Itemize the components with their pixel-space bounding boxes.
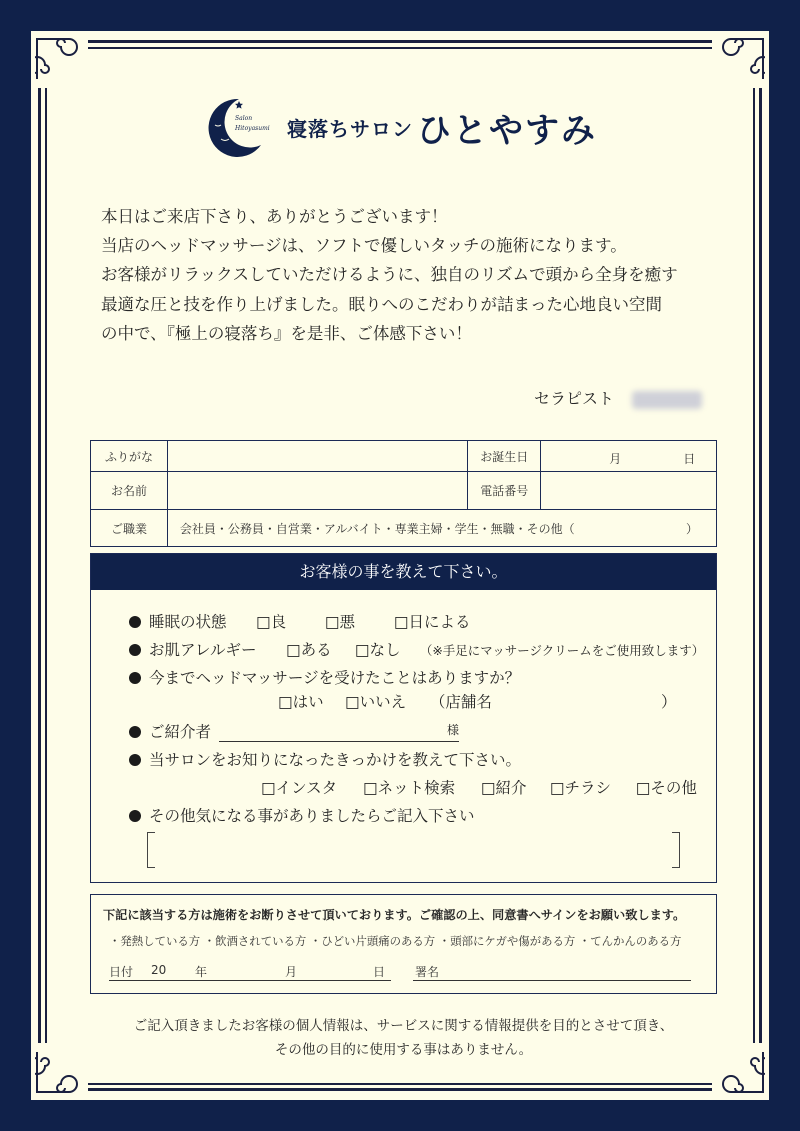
intro-line: の中で、『極上の寝落ち』を是非、ご体感下さい！ <box>101 323 472 343</box>
question-allergy <box>129 638 704 660</box>
bullet-icon <box>129 754 141 766</box>
source-option-other[interactable]: □その他 <box>635 779 697 797</box>
allergy-note: （※手足にマッサージクリームをご使用致します） <box>419 643 705 658</box>
consent-date-field[interactable] <box>109 961 391 981</box>
questionnaire-section <box>90 553 717 883</box>
corner-ornament-icon <box>35 37 79 81</box>
store-name-label: （店舗名 <box>429 693 492 711</box>
border-bottom-line-inner <box>88 1083 712 1085</box>
sleep-label: 睡眠の状態 <box>149 613 227 631</box>
moon-text-hitoyasumi: Hitoyasumi <box>235 125 270 132</box>
border-right-line-outer <box>759 88 762 1043</box>
day-label: 日 <box>373 965 386 979</box>
border-top-line-inner <box>88 47 712 49</box>
phone-field[interactable] <box>541 472 717 510</box>
intro-line: 最適な圧と技を作り上げました。眠りへのこだわりが詰まった心地良い空間 <box>101 294 662 314</box>
intro-message <box>101 202 721 348</box>
experience-option-yes[interactable]: □はい <box>278 693 324 711</box>
therapist-label: セラピスト <box>534 389 615 408</box>
year-prefix: 20 <box>151 963 167 977</box>
question-experience <box>129 666 520 688</box>
referrer-suffix: 様 <box>447 723 460 737</box>
moon-text-salon: Salon <box>235 115 253 122</box>
privacy-notice <box>90 1014 717 1062</box>
occupation-options-text: 会社員・公務員・自営業・アルバイト・専業主婦・学生・無職・その他（ <box>179 521 575 536</box>
referrer-field[interactable] <box>219 724 459 742</box>
question-referrer <box>129 720 459 742</box>
corner-ornament-icon <box>721 37 765 81</box>
therapist-signature <box>534 386 702 409</box>
birthday-field[interactable] <box>541 441 717 472</box>
experience-label: 今までヘッドマッサージを受けたことはありますか？ <box>149 669 521 687</box>
border-right-line-inner <box>753 88 755 1043</box>
phone-label: 電話番号 <box>468 472 541 510</box>
bullet-icon <box>129 672 141 684</box>
occupation-label: ご職業 <box>91 510 168 547</box>
intro-line: お客様がリラックスしていただけるように、独自のリズムで頭から全身を癒す <box>101 265 678 285</box>
birthday-month-label: 月 <box>609 452 622 466</box>
birthday-day-label: 日 <box>683 452 696 466</box>
therapist-name-blurred <box>632 391 702 409</box>
bullet-icon <box>129 726 141 738</box>
name-field[interactable] <box>167 472 467 510</box>
source-option-referral[interactable]: □紹介 <box>480 779 527 797</box>
intro-line: 当店のヘッドマッサージは、ソフトで優しいタッチの施術になります。 <box>101 236 627 256</box>
comment-bracket-right <box>672 832 680 868</box>
occupation-close-paren: ） <box>685 522 698 536</box>
privacy-line-2: その他の目的に使用する事はありません。 <box>274 1042 533 1058</box>
source-option-web-search[interactable]: □ネット検索 <box>362 779 456 797</box>
date-label: 日付 <box>109 965 134 979</box>
question-source <box>129 748 521 770</box>
other-comments-field[interactable] <box>155 832 672 868</box>
border-left-line-outer <box>38 88 41 1043</box>
experience-option-no[interactable]: □いいえ <box>344 693 407 711</box>
referrer-label: ご紹介者 <box>149 723 212 741</box>
source-option-instagram[interactable]: □インスタ <box>261 779 338 797</box>
name-label: お名前 <box>91 472 168 510</box>
store-name-close: ） <box>661 693 677 711</box>
privacy-line-1: ご記入頂きましたお客様の個人情報は、サービスに関する情報提供を目的とさせて頂き、 <box>133 1018 674 1034</box>
border-left-line-inner <box>45 88 47 1043</box>
signature-label: 署名 <box>415 965 440 979</box>
birthday-label: お誕生日 <box>468 441 541 472</box>
allergy-option-yes[interactable]: □ある <box>285 641 332 659</box>
corner-ornament-icon <box>721 1050 765 1094</box>
corner-ornament-icon <box>35 1050 79 1094</box>
consent-conditions: ・発熱している方 ・飲酒されている方 ・ひどい片頭痛のある方 ・頭部にケガや傷がある方 ・てんかんのある方 <box>109 934 682 948</box>
bullet-icon <box>129 644 141 656</box>
allergy-option-no[interactable]: □なし <box>354 641 401 659</box>
sleep-option-bad[interactable]: □悪 <box>324 613 356 631</box>
brand-prefix: 寝落ちサロン <box>287 117 413 141</box>
occupation-options[interactable] <box>167 510 716 547</box>
intro-line: 本日はご来店下さり、ありがとうございます！ <box>101 207 448 226</box>
customer-info-table <box>90 440 717 547</box>
signature-field[interactable] <box>413 961 691 981</box>
bullet-icon <box>129 810 141 822</box>
month-label: 月 <box>285 965 298 979</box>
bullet-icon <box>129 616 141 628</box>
question-sleep <box>129 610 470 632</box>
consent-section <box>90 894 717 994</box>
brand-name: ひとやすみ <box>417 111 597 151</box>
source-option-flyer[interactable]: □チラシ <box>549 779 611 797</box>
source-label: 当サロンをお知りになったきっかけを教えて下さい。 <box>149 751 522 769</box>
furigana-label: ふりがな <box>91 441 168 472</box>
allergy-label: お肌アレルギー <box>149 641 257 659</box>
salon-logo <box>205 95 605 159</box>
other-comments-label: その他気になる事がありましたらご記入下さい <box>149 807 475 825</box>
question-other-comments <box>129 804 475 826</box>
furigana-field[interactable] <box>167 441 467 472</box>
border-bottom-line-outer <box>88 1088 712 1091</box>
consent-title: 下記に該当する方は施術をお断りさせて頂いております。ご確認の上、同意書へサインをお願い致します。 <box>103 908 686 922</box>
comment-bracket-left <box>147 832 155 868</box>
sleep-option-varies[interactable]: □日による <box>393 613 471 631</box>
border-top-line-outer <box>88 40 712 43</box>
year-label: 年 <box>195 965 208 979</box>
questionnaire-header: お客様の事を教えて下さい。 <box>91 554 716 590</box>
experience-options <box>278 690 678 712</box>
source-options <box>261 776 697 798</box>
sleep-option-good[interactable]: □良 <box>255 613 287 631</box>
